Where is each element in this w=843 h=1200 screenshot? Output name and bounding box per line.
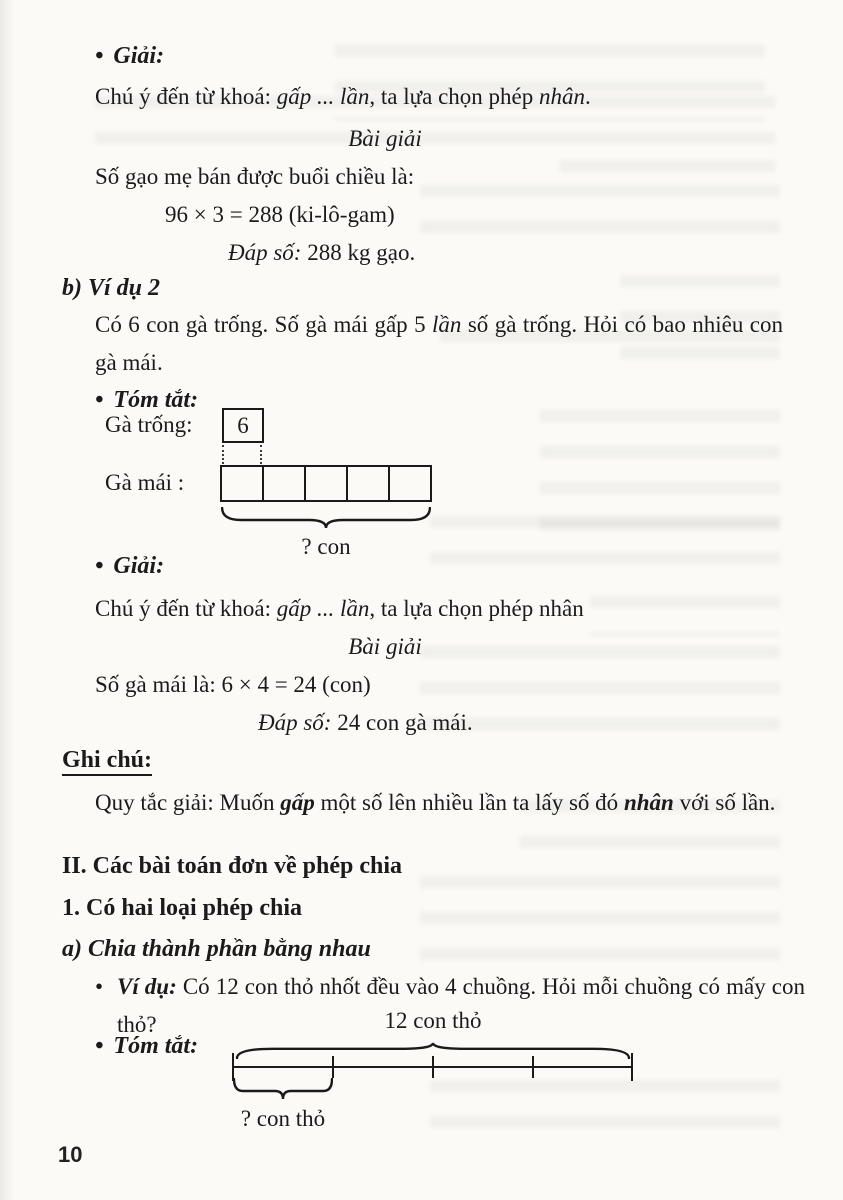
diagram1-dotted-connector-left	[222, 445, 224, 464]
answer-line-2	[258, 704, 473, 742]
underbrace-icon	[233, 1078, 333, 1100]
solution-heading-1	[95, 38, 164, 74]
problem-2-part2: số gà trống. Hỏi có bao nhiêu con gà mái.	[95, 312, 783, 375]
note-1-keyword: gấp ... lần	[276, 84, 370, 109]
unit-box	[220, 465, 264, 502]
rule-part2: một số lên nhiều lần ta lấy số đó	[314, 790, 624, 815]
bleed-through-artifact	[430, 1080, 780, 1130]
diagram1-row1-label: Gà trống:	[105, 412, 193, 437]
bleed-through-artifact	[560, 160, 775, 190]
bleed-through-artifact	[420, 876, 780, 976]
bullet-marker: •	[95, 387, 104, 413]
bullet-marker: •	[95, 1033, 104, 1059]
solution-statement-1: Số gạo mẹ bán được buổi chiều là:	[95, 164, 415, 189]
diagram2-tick	[332, 1056, 334, 1078]
diagram1-dotted-connector-right	[260, 445, 262, 464]
note-1-prefix: Chú ý đến từ khoá:	[95, 84, 277, 109]
rule-part1: Quy tắc giải: Muốn	[95, 790, 281, 815]
ghichu-heading-label: Ghi chú:	[62, 747, 152, 776]
note-2-prefix: Chú ý đến từ khoá:	[95, 596, 277, 621]
ghichu-rule	[95, 784, 785, 822]
bleed-through-artifact	[420, 185, 780, 245]
rule-bold2: nhân	[623, 790, 674, 815]
section-2-sub1: 1. Có hai loại phép chia	[62, 895, 303, 921]
section-2-heading: II. Các bài toán đơn về phép chia	[62, 853, 403, 879]
diagram2-tick	[432, 1056, 434, 1078]
unit-box	[304, 465, 348, 502]
note-1-middle: , ta lựa chọn phép	[369, 84, 539, 109]
tomtat-2-label: Tóm tắt:	[113, 1033, 199, 1059]
diagram1-brace-label: ? con	[301, 534, 351, 559]
solution-line-2: Số gà mái là: 6 × 4 = 24 (con)	[95, 672, 371, 697]
example-2-problem	[95, 306, 783, 382]
bleed-through-artifact	[430, 516, 780, 574]
solution-heading-2-label: Giải:	[113, 553, 165, 579]
underbrace-icon	[220, 507, 432, 529]
diagram2-tick	[631, 1053, 633, 1081]
answer-2-value: 24 con gà mái.	[331, 710, 473, 735]
keyword-note-1	[95, 78, 591, 116]
answer-2-label: Đáp số:	[258, 710, 332, 735]
vidu-text: Có 12 con thỏ nhốt đều vào 4 chuồng. Hỏi mỗi chuồng có mấy con thỏ?	[117, 974, 805, 1037]
section-2-sub1a: a) Chia thành phần bằng nhau	[62, 936, 371, 962]
bullet-marker: •	[95, 43, 104, 69]
page-number: 10	[58, 1142, 83, 1167]
diagram1-unit-boxes	[220, 465, 432, 502]
unit-box	[262, 465, 306, 502]
diagram1-row2-label: Gà mái :	[105, 470, 185, 495]
note-1-suffix: .	[585, 84, 591, 109]
unit-box	[346, 465, 390, 502]
note-2-keyword: gấp ... lần	[276, 596, 370, 621]
bleed-through-artifact	[540, 410, 780, 530]
ghichu-heading	[62, 742, 152, 778]
solution-heading-1-label: Giải:	[113, 43, 165, 69]
bai-giai-title-1: Bài giải	[348, 126, 422, 151]
bullet-marker: •	[95, 553, 104, 579]
unit-box	[388, 465, 432, 502]
diagram2-bottom-label: ? con thỏ	[240, 1106, 326, 1131]
tomtat-1-label: Tóm tắt:	[113, 387, 199, 413]
bai-giai-title-2: Bài giải	[348, 634, 422, 659]
problem-2-part1: Có 6 con gà trống. Số gà mái gấp 5	[95, 312, 433, 337]
note-2-suffix: , ta lựa chọn phép nhân	[369, 596, 584, 621]
answer-line-1	[228, 234, 415, 272]
diagram2-tick	[532, 1056, 534, 1078]
rule-part3: với số lần.	[673, 790, 776, 815]
equation-1: 96 × 3 = 288 (ki-lô-gam)	[165, 202, 395, 227]
keyword-note-2	[95, 590, 584, 628]
diagram1-value-box: 6	[222, 408, 264, 443]
rule-bold1: gấp	[280, 790, 315, 815]
example-2-heading: b) Ví dụ 2	[62, 275, 161, 301]
tomtat-heading-2	[95, 1028, 198, 1064]
diagram2-tick	[232, 1053, 234, 1081]
note-1-emphasis: nhân	[539, 84, 585, 109]
diagram2-top-label: 12 con thỏ	[384, 1008, 482, 1033]
vidu-label: Ví dụ:	[117, 974, 177, 999]
solution-heading-2	[95, 548, 164, 584]
bullet-marker: •	[95, 974, 104, 999]
answer-1-label: Đáp số:	[228, 240, 302, 265]
problem-2-italic: lần	[432, 312, 462, 337]
answer-1-value: 288 kg gạo.	[301, 240, 416, 265]
